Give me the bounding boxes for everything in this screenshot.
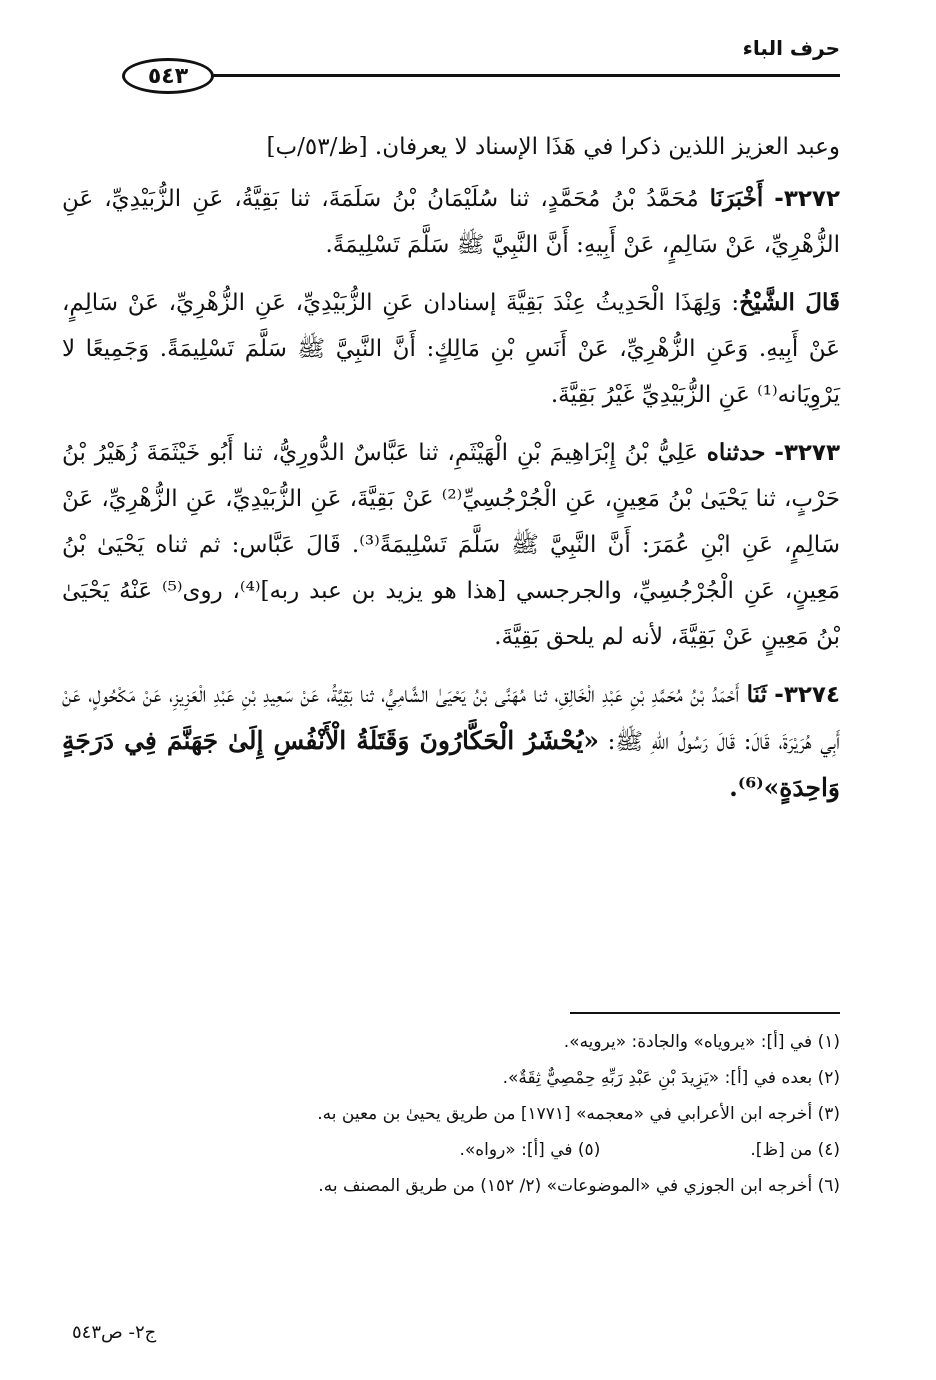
footnote-4: (٤) من [ظ]. xyxy=(750,1140,840,1160)
page-number-badge: ٥٤٣ xyxy=(122,58,214,94)
page-header xyxy=(60,30,840,100)
hadith-text: أَحْمَدُ بْنُ مُحَمَّدِ بْنِ عَبْدِ الْخَالِقِ، ثنا مُهَنَّى بْنُ يَحْيَىٰ الشَّامِيُّ، ثنا بَقِيَّةُ، عَنْ سَعِيدِ بْنِ عَبْدِ الْعَزِيزِ، عَنْ مَكْحُولٍ، عَنْ أَبِي هُرَيْرَةَ، قَالَ: قَالَ رَسُولُ اللهِ ﷺ: xyxy=(62,682,840,755)
main-text xyxy=(62,124,840,824)
hadith-number: ٣٢٧٤- xyxy=(774,682,840,708)
footnote-3: (٣) أخرجه ابن الأعرابي في «معجمه» [١٧٧١] من طريق يحيىٰ بن معين به. xyxy=(317,1104,840,1124)
comment-text: : وَلِهَذَا الْحَدِيثُ عِنْدَ بَقِيَّةَ إسنادان عَنِ الزُّبَيْدِيِّ، عَنِ الزُّهْرِيِّ، عَنْ سَالِمٍ، عَنْ أَبِيهِ. وَعَنِ الزُّهْرِيِّ، عَنْ أَنَسِ بْنِ مَالِكٍ: أَنَّ النَّبِيَّ ﷺ سَلَّمَ تَسْلِيمَةً. وَجَمِيعًا لا يَرْوِيَانه⁽¹⁾ عَنِ الزُّبَيْدِيِّ غَيْرُ بَقِيَّةَ. xyxy=(62,290,840,408)
page-footer-ref: ج٢- ص٥٤٣ xyxy=(72,1322,157,1343)
chapter-title: حرف الباء xyxy=(742,36,840,60)
footnote-5: (٥) في [أ]: «رواه». xyxy=(459,1140,601,1160)
comment-lead: قَالَ الشَّيْخُ xyxy=(739,289,840,316)
footnote-row xyxy=(62,1132,840,1168)
footnote-separator xyxy=(570,1012,840,1014)
footnotes xyxy=(62,1024,840,1204)
hadith-lead: ثَنَا xyxy=(746,681,767,708)
hadith-lead: أَخْبَرَنَا xyxy=(709,185,764,212)
hadith-number: ٣٢٧٣- xyxy=(774,440,841,466)
intro-line: وعبد العزيز اللذين ذكرا في هَذَا الإسناد لا يعرفان. [ظ/٥٣/ب] xyxy=(266,134,840,160)
hadith-matn: «يُحْشَرُ الْحَكَّارُونَ وَقَتَلَةُ الْأَنْفُسِ إِلَىٰ جَهَنَّمَ فِي دَرَجَةٍ وَاحِدَةٍ»⁽⁶⁾. xyxy=(62,726,840,802)
footnote-6: (٦) أخرجه ابن الجوزي في «الموضوعات» (٢/ ١٥٢) من طريق المصنف به. xyxy=(318,1176,840,1196)
hadith-text: مُحَمَّدُ بْنُ مُحَمَّدٍ، ثنا سُلَيْمَانُ بْنُ سَلَمَةَ، ثنا بَقِيَّةُ، عَنِ الزُّبَيْدِيِّ، عَنِ الزُّهْرِيِّ، عَنْ سَالِمٍ، عَنْ أَبِيهِ: أَنَّ النَّبِيَّ ﷺ سَلَّمَ تَسْلِيمَةً. xyxy=(62,186,840,258)
hadith-number: ٣٢٧٢- xyxy=(774,186,840,212)
footnote-1: (١) في [أ]: «يروياه» والجادة: «يرويه». xyxy=(563,1032,840,1052)
hadith-lead: حدثناه xyxy=(706,439,766,466)
hadith-text: عَلِيُّ بْنُ إِبْرَاهِيمَ بْنِ الْهَيْثَمِ، ثنا عَبَّاسٌ الدُّورِيُّ، ثنا أَبُو خَيْثَمَةَ زُهَيْرُ بْنُ حَرْبٍ، ثنا يَحْيَىٰ بْنُ مَعِينٍ، عَنِ الْجُرْجُسِيِّ⁽²⁾ عَنْ بَقِيَّةَ، عَنِ الزُّبَيْدِيِّ، عَنِ الزُّهْرِيِّ، عَنْ سَالِمٍ، عَنِ ابْنِ عُمَرَ: أَنَّ النَّبِيَّ ﷺ سَلَّمَ تَسْلِيمَةً⁽³⁾. قَالَ عَبَّاس: ثم ثناه يَحْيَىٰ بْنُ مَعِينٍ، عَنِ الْجُرْجُسِيِّ، والجرجسي [هذا هو يزيد بن عبد ربه]⁽⁴⁾، روى⁽⁵⁾ عَنْهُ يَحْيَىٰ بْنُ مَعِينٍ عَنْ بَقِيَّةَ، لأنه لم يلحق بَقِيَّةَ. xyxy=(62,440,841,650)
hadith-3273 xyxy=(62,430,840,660)
hadith-3274 xyxy=(62,672,840,812)
hadith-3272 xyxy=(62,176,840,268)
shaykh-comment xyxy=(62,280,840,418)
footnote-2: (٢) بعده في [أ]: «يَزِيدَ بْنِ عَبْدِ رَبِّهِ حِمْصِيٌّ ثِقَةٌ». xyxy=(502,1068,840,1088)
header-rule xyxy=(208,74,840,77)
